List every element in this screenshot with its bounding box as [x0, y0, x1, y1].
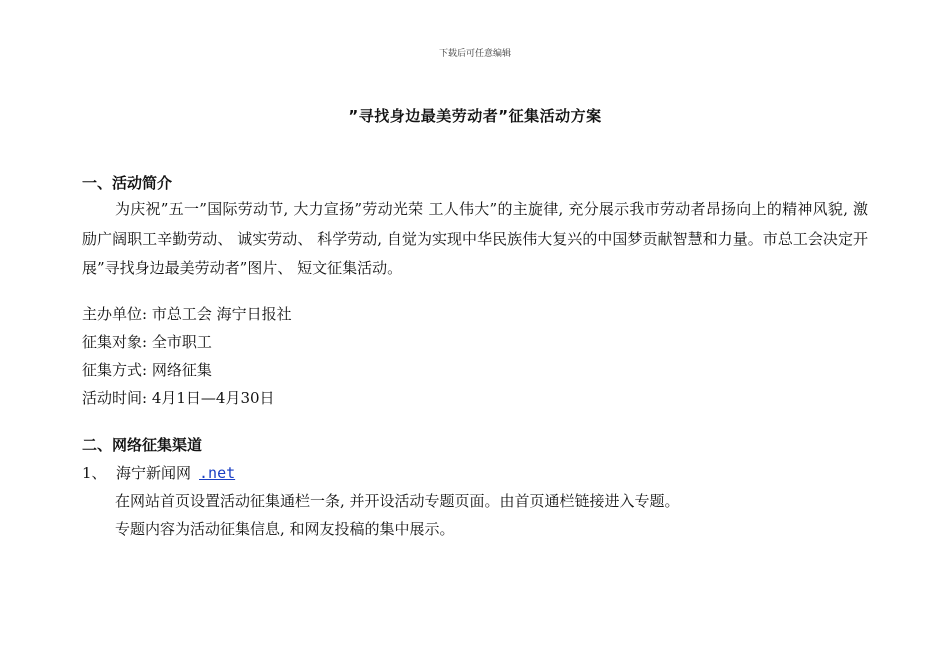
- document-title: ”寻找身边最美劳动者”征集活动方案: [348, 107, 602, 125]
- header-note: 下载后可任意编辑: [438, 49, 511, 59]
- channel-link[interactable]: .net: [199, 464, 236, 482]
- time-line: 活动时间: 4月1日—4月30日: [82, 389, 275, 407]
- section-heading-channels: 二、网络征集渠道: [82, 436, 203, 454]
- channel-item-1: [82, 462, 235, 483]
- channel-description-1: 在网站首页设置活动征集通栏一条, 并开设活动专题页面。由首页通栏链接进入专题。: [115, 492, 680, 510]
- method-line: 征集方式: 网络征集: [82, 361, 212, 379]
- list-number: 1、: [82, 464, 107, 482]
- channel-name: 海宁新闻网: [116, 464, 192, 482]
- organizer-line: 主办单位: 市总工会 海宁日报社: [82, 305, 292, 323]
- target-line: 征集对象: 全市职工: [82, 333, 212, 351]
- channel-description-2: 专题内容为活动征集信息, 和网友投稿的集中展示。: [115, 520, 455, 538]
- intro-paragraph: 为庆祝”五一”国际劳动节, 大力宣扬”劳动光荣 工人伟大”的主旋律, 充分展示我市劳动者昂扬向上的精神风貌, 激励广阔职工辛勤劳动、 诚实劳动、 科学劳动, 自觉为实现中华民族伟大复兴的中国梦贡献智慧和力量。市总工会决定开展”寻找身边最美劳动者”图片、 短文征集活动。: [82, 200, 868, 277]
- section-heading-intro: 一、活动简介: [82, 174, 173, 192]
